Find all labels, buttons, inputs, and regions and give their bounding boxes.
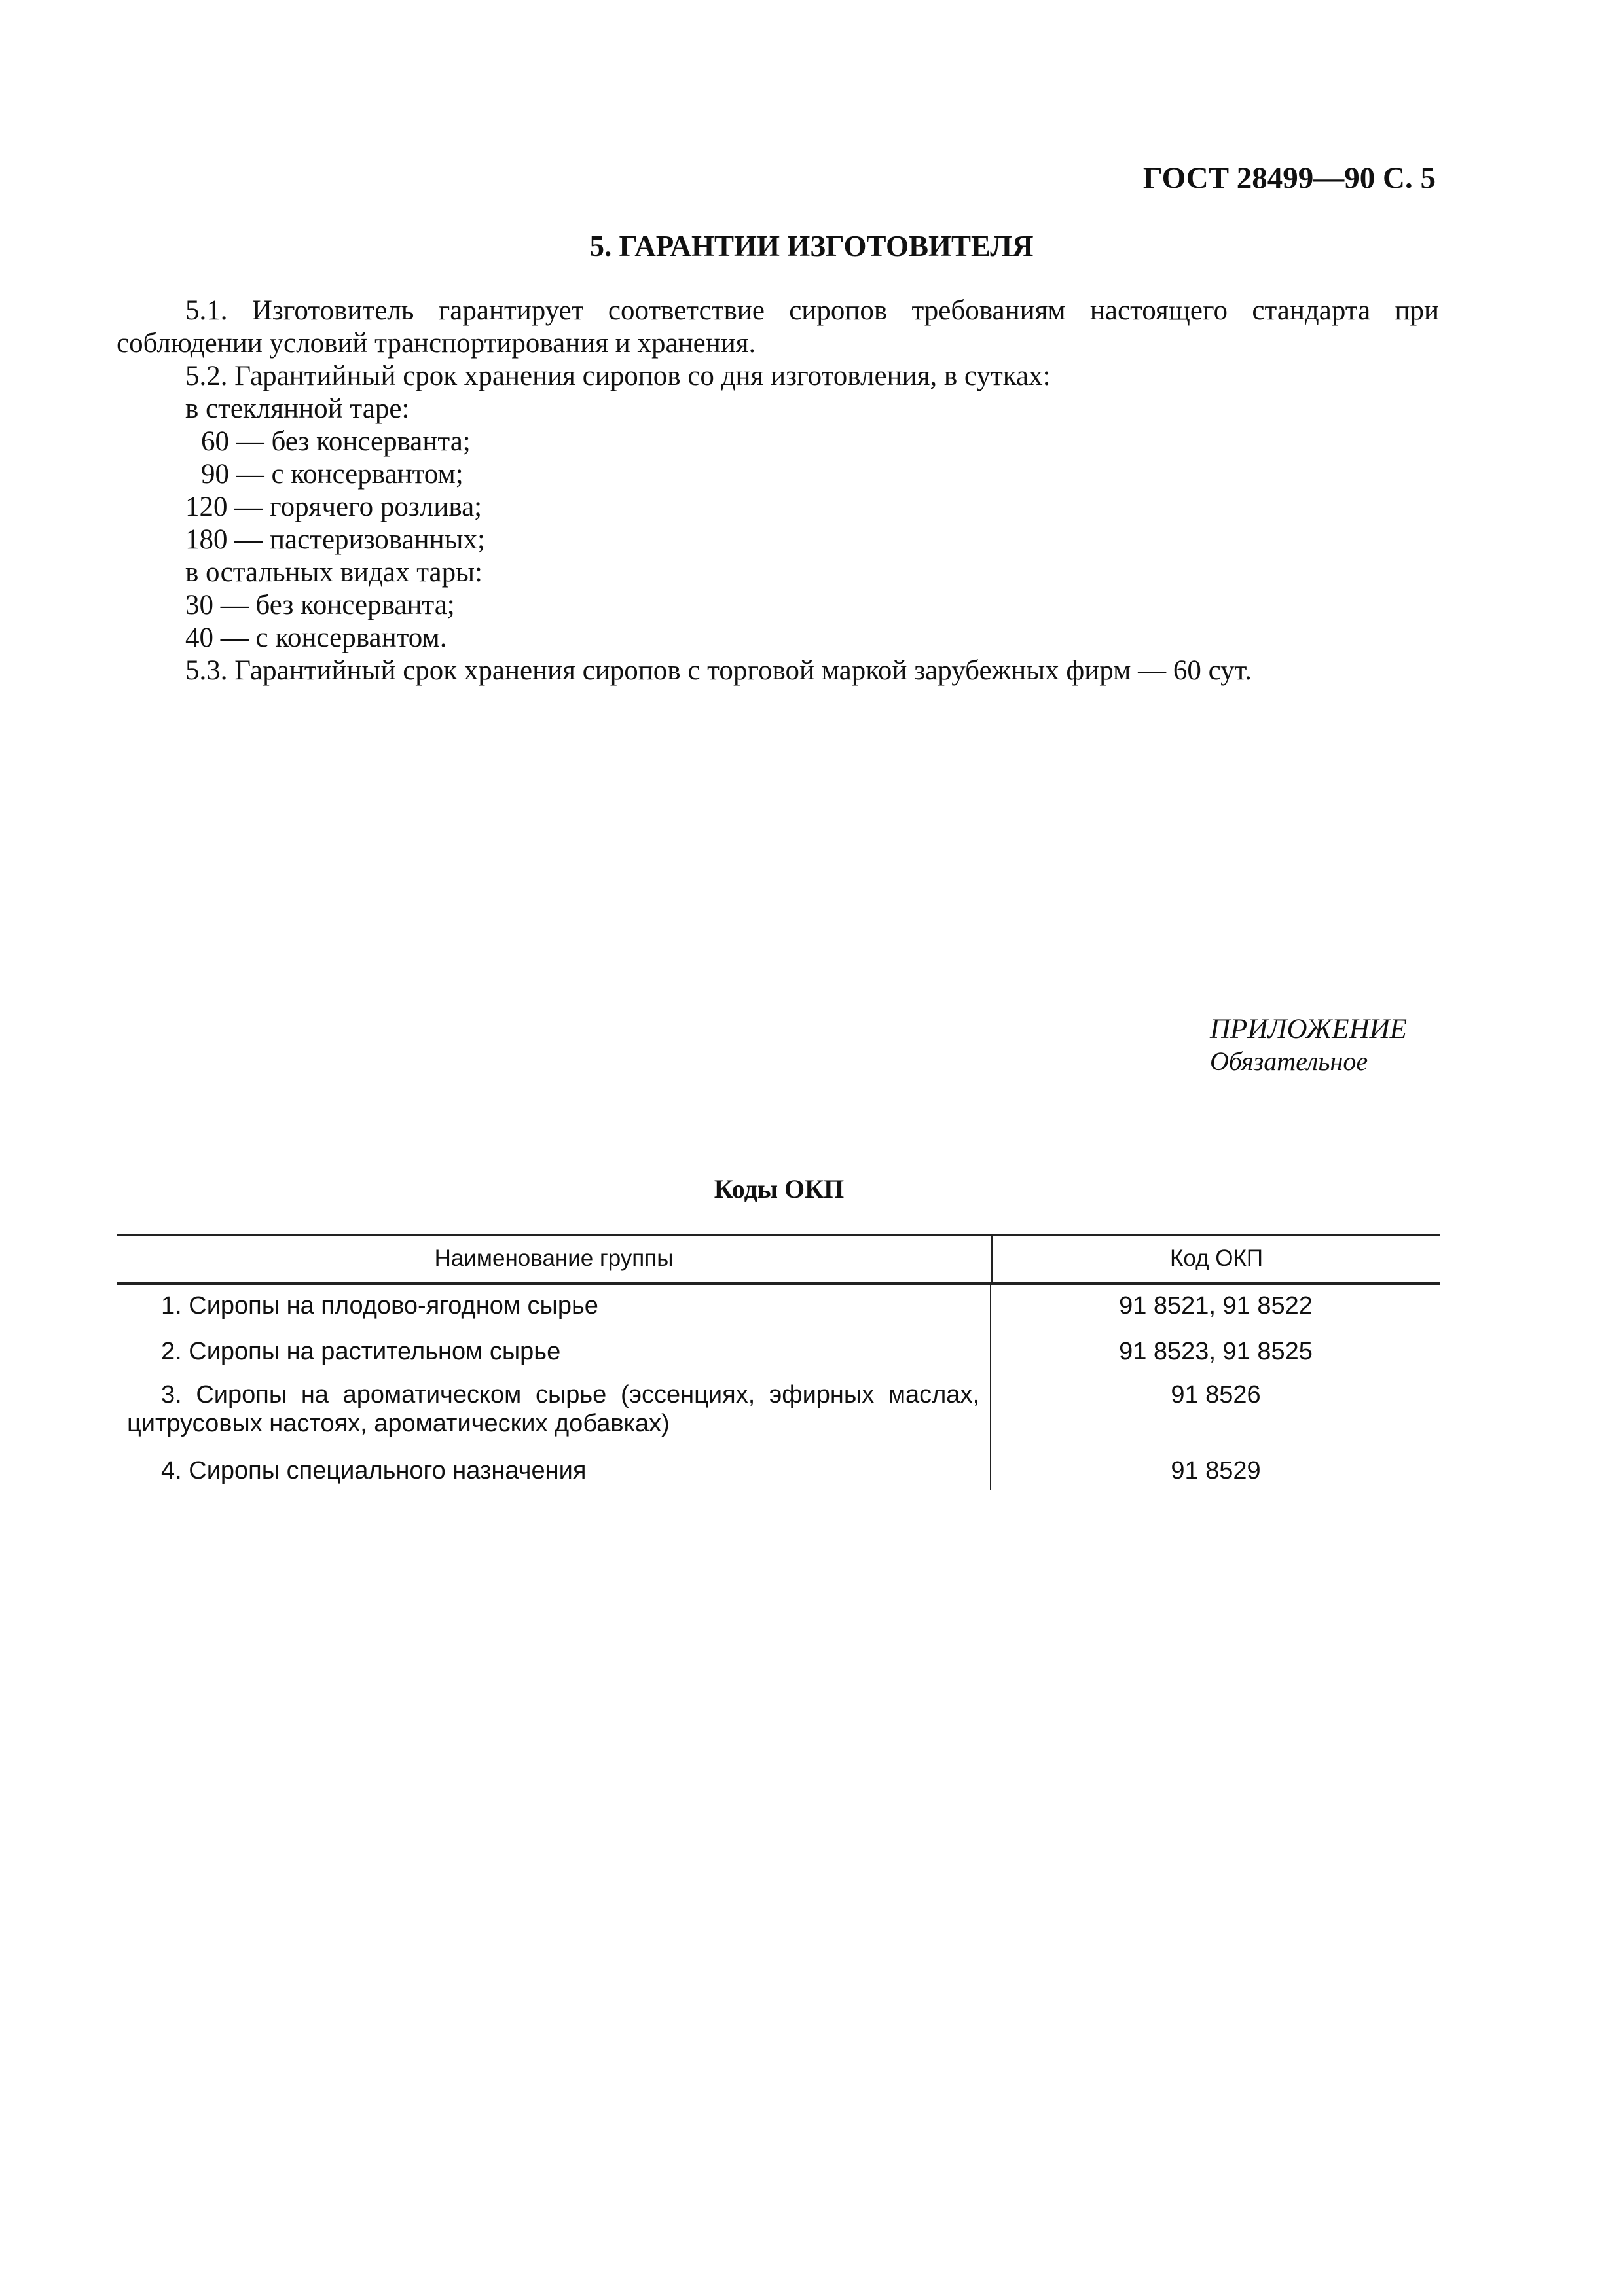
header-okp-code: Код ОКП <box>1170 1246 1263 1271</box>
paragraph-5-2: 5.2. Гарантийный срок хранения сиропов со дня изготовления, в сутках: <box>185 361 1051 391</box>
group-name-cell: 3. Сиропы на ароматическом сырье (эссенциях, эфирных маслах, цитрусовых настоях, ароматических добавках) <box>117 1374 991 1450</box>
group-name-cell <box>117 1285 991 1331</box>
appendix-label <box>1210 1013 1407 1077</box>
group-name-text: 4. Сиропы специального назначения <box>161 1457 587 1484</box>
glass-item: 120 — горячего розлива; <box>185 492 483 522</box>
glass-item: 180 — пастеризованных; <box>185 524 485 555</box>
okp-code-cell: 91 8521, 91 8522 <box>1119 1292 1313 1319</box>
glass-item: 60 — без консерванта; <box>201 426 471 457</box>
document-reference: ГОСТ 28499—90 С. 5 <box>1142 161 1436 195</box>
group-name-cell <box>117 1450 991 1490</box>
group-name-text: 1. Сиропы на плодово-ягодном сырье <box>161 1292 598 1319</box>
table-row <box>117 1450 1440 1490</box>
group-name-cell <box>117 1331 991 1374</box>
table-title: Коды ОКП <box>714 1174 845 1204</box>
okp-code-cell: 91 8523, 91 8525 <box>1119 1338 1313 1365</box>
header-group-name: Наименование группы <box>117 1236 993 1282</box>
section-title: 5. ГАРАНТИИ ИЗГОТОВИТЕЛЯ <box>589 230 1034 262</box>
paragraph-5-1: 5.1. Изготовитель гарантирует соответствие сиропов требованиям настоящего стандарта при соблюдении условий транспортирования и хранения. <box>117 295 1439 359</box>
group-name-text: 2. Сиропы на растительном сырье <box>161 1338 561 1365</box>
appendix-title: ПРИЛОЖЕНИЕ <box>1210 1014 1407 1045</box>
okp-codes-table <box>117 1234 1440 1490</box>
okp-code-cell: 91 8529 <box>1171 1457 1261 1484</box>
other-item: 40 — с консервантом. <box>185 622 447 653</box>
table-row <box>117 1285 1440 1331</box>
section-body <box>117 295 1439 687</box>
appendix-subtitle: Обязательное <box>1210 1047 1368 1076</box>
okp-code-cell: 91 8526 <box>1171 1381 1261 1408</box>
glass-item: 90 — с консервантом; <box>201 459 464 490</box>
table-row <box>117 1331 1440 1374</box>
other-item: 30 — без консерванта; <box>185 590 455 620</box>
table-row <box>117 1374 1440 1450</box>
paragraph-5-3: 5.3. Гарантийный срок хранения сиропов с торговой маркой зарубежных фирм — 60 сут. <box>185 655 1252 686</box>
glass-container-label: в стеклянной таре: <box>185 393 410 424</box>
table-header-row <box>117 1236 1440 1285</box>
other-container-label: в остальных видах тары: <box>185 557 483 588</box>
